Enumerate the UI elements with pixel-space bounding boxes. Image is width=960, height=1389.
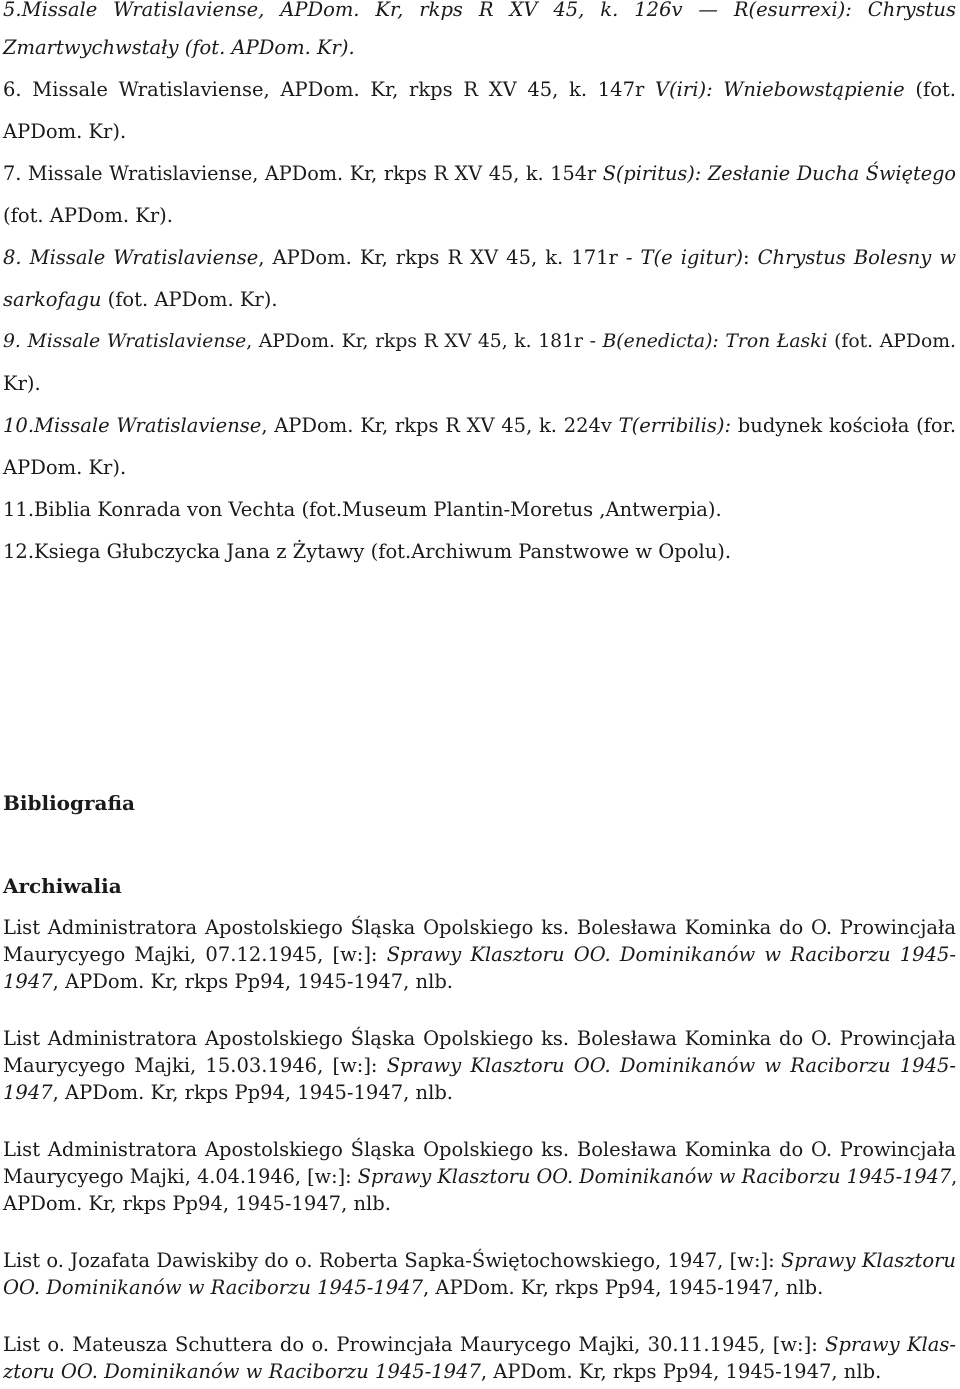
- entry-2-text-2: Maurycyego Majki, 15.03.1946, [w:]:: [3, 1054, 387, 1077]
- figure-5-line-2: [3, 34, 956, 62]
- entry-3-text-1: List Administratora Apostolskiego Śląska Opolskiego ks. Bolesława Kominka do O. Prowincjała: [3, 1138, 956, 1161]
- figure-6-line-2: [3, 118, 956, 146]
- figure-9-work: Missale Wratislaviense: [27, 331, 247, 352]
- entry-1-title: Sprawy Klasztoru OO. Dominikanów w Raciborzu 1945-: [386, 943, 956, 966]
- figure-6-text: 6. Missale Wratislaviense, APDom. Kr, rkps R XV 45, k. 147r: [3, 78, 655, 101]
- figure-7-line-1: [3, 160, 956, 188]
- entry-5-ref: , APDom. Kr, rkps Pp94, 1945-1947, nlb.: [480, 1360, 882, 1383]
- entry-4-text-1: List o. Jozafata Dawiskiby do o. Roberta Sapka-Świętochowskiego, 1947, [w:]:: [3, 1249, 782, 1272]
- figure-9-number: 9.: [3, 331, 28, 352]
- entry-1-title-end: 1947: [3, 970, 53, 993]
- entry-2-ref: , APDom. Kr, rkps Pp94, 1945-1947, nlb.: [52, 1081, 453, 1104]
- figure-12: [3, 538, 956, 566]
- entry-2-line-1: [3, 1025, 956, 1053]
- entry-4-line-2: [3, 1274, 956, 1302]
- figure-5-line-1: [3, 0, 956, 24]
- figure-10-number: 10.: [3, 414, 35, 437]
- figure-5-number: 5.: [3, 0, 22, 21]
- figure-10-ref: , APDom. Kr, rkps R XV 45, k. 224v: [261, 414, 619, 437]
- entry-4-title: Sprawy Klasztoru: [781, 1249, 956, 1272]
- figure-7-source: (fot. APDom. Kr).: [3, 204, 173, 227]
- figure-8-title: Chrystus Bolesny w: [757, 246, 957, 269]
- entry-1-line-3: [3, 968, 956, 996]
- figure-10-initial: T(erribilis):: [618, 414, 732, 437]
- entry-3-text-2: Maurycyego Majki, 4.04.1946, [w:]:: [3, 1165, 358, 1188]
- figure-8-source: (fot. APDom. Kr).: [101, 288, 278, 311]
- figure-7-title: S(piritus): Zesłanie Ducha Świętego: [602, 162, 957, 185]
- figure-8-colon: :: [742, 246, 758, 269]
- entry-4-line-1: [3, 1247, 956, 1275]
- entry-2-text-1: List Administratora Apostolskiego Śląska Opolskiego ks. Bolesława Kominka do O. Prowincjała: [3, 1027, 956, 1050]
- entry-5-line-1: [3, 1331, 956, 1359]
- figure-6-title: V(iri): Wniebowstąpienie: [654, 78, 905, 101]
- figure-9-source-2: Kr).: [3, 372, 41, 395]
- entry-1-ref: , APDom. Kr, rkps Pp94, 1945-1947, nlb.: [52, 970, 453, 993]
- figure-7-text: 7. Missale Wratislaviense, APDom. Kr, rkps R XV 45, k. 154r: [3, 162, 603, 185]
- figure-9-title: B(enedicta): Tron Łaski: [602, 331, 828, 352]
- entry-5-text-1: List o. Mateusza Schuttera do o. Prowincjała Maurycego Majki, 30.11.1945, [w:]:: [3, 1333, 826, 1356]
- figure-8-number: 8.: [3, 246, 30, 269]
- figure-7-line-2: [3, 202, 956, 230]
- figure-12-text: 12.Ksiega Głubczycka Jana z Żytawy (fot.Archiwum Panstwowe w Opolu).: [3, 540, 732, 563]
- entry-5-title-2: ztoru OO. Dominikanów w Raciborzu 1945-1947: [3, 1360, 481, 1383]
- entry-3-line-3: [3, 1190, 956, 1218]
- figure-8-line-1: [3, 244, 956, 272]
- entry-3-line-2: [3, 1163, 956, 1191]
- figure-6-line-1: [3, 76, 956, 104]
- figure-5-text-2: Zmartwychwstały (fot. APDom. Kr).: [3, 36, 355, 59]
- figure-11: [3, 496, 956, 524]
- figure-11-text: 11.Biblia Konrada von Vechta (fot.Museum Plantin-Moretus ,Antwerpia).: [3, 498, 722, 521]
- figure-8-title-2: sarkofagu: [3, 288, 102, 311]
- entry-2-title-end: 1947: [3, 1081, 53, 1104]
- figure-9-line-2: [3, 370, 956, 398]
- figure-9-source: (fot. APDom.: [827, 331, 956, 352]
- figure-8-initial: T(e igitur): [640, 246, 743, 269]
- figure-8-work: Missale Wratislaviense: [29, 246, 259, 269]
- archives-heading: Archiwalia: [3, 874, 122, 898]
- figure-10-source: APDom. Kr).: [3, 456, 127, 479]
- entry-5-line-2: [3, 1358, 956, 1386]
- entry-1-text-1: List Administratora Apostolskiego Śląska Opolskiego ks. Bolesława Kominka do O. Prowincjała: [3, 916, 956, 939]
- entry-1-text-2: Maurycyego Majki, 07.12.1945, [w:]:: [3, 943, 387, 966]
- figure-10-line-1: [3, 412, 956, 440]
- entry-1-line-1: [3, 914, 956, 942]
- entry-1-line-2: [3, 941, 956, 969]
- entry-2-line-2: [3, 1052, 956, 1080]
- entry-2-line-3: [3, 1079, 956, 1107]
- figure-6-source-2: APDom. Kr).: [3, 120, 127, 143]
- entry-3-title: Sprawy Klasztoru OO. Dominikanów w Raciborzu 1945-1947: [357, 1165, 952, 1188]
- entry-4-title-2: OO. Dominikanów w Raciborzu 1945-1947: [3, 1276, 423, 1299]
- figure-10-title: budynek kościoła (for.: [731, 414, 957, 437]
- figure-6-source: (fot.: [904, 78, 956, 101]
- entry-4-ref: , APDom. Kr, rkps Pp94, 1945-1947, nlb.: [422, 1276, 824, 1299]
- figure-9-line-1: [3, 328, 956, 356]
- entry-5-title: Sprawy Klas-: [825, 1333, 956, 1356]
- entry-3-comma: ,: [951, 1165, 958, 1188]
- figure-5-text: Missale Wratislaviense, APDom. Kr, rkps R XV 45, k. 126v — R(esurrexi): Chrystus: [21, 0, 956, 21]
- figure-8-ref: , APDom. Kr, rkps R XV 45, k. 171r -: [258, 246, 641, 269]
- figure-8-line-2: [3, 286, 956, 314]
- figure-10-work: Missale Wratislaviense: [34, 414, 262, 437]
- entry-3-line-1: [3, 1136, 956, 1164]
- bibliography-heading: Bibliografia: [3, 791, 136, 815]
- figure-10-line-2: [3, 454, 956, 482]
- entry-2-title: Sprawy Klasztoru OO. Dominikanów w Raciborzu 1945-: [386, 1054, 956, 1077]
- entry-3-ref: APDom. Kr, rkps Pp94, 1945-1947, nlb.: [3, 1192, 391, 1215]
- figure-9-ref: , APDom. Kr, rkps R XV 45, k. 181r -: [246, 331, 603, 352]
